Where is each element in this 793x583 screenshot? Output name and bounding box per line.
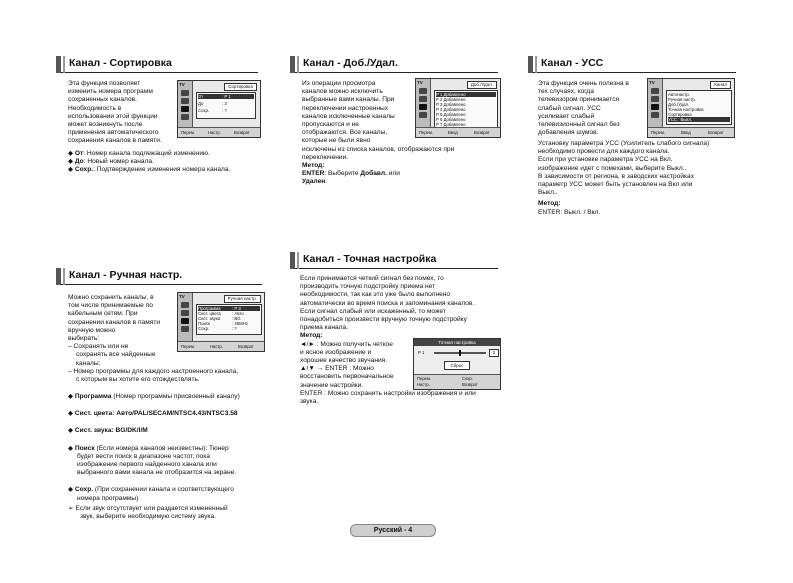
tv-sidebar bbox=[648, 79, 663, 127]
tv-row: P 1 Добавлено bbox=[436, 92, 496, 97]
tv-menu-box bbox=[196, 92, 256, 119]
tv-menu-title: Доб./Удал. bbox=[467, 81, 497, 89]
tv-screen-ycc bbox=[647, 78, 735, 138]
tv-sidebar bbox=[178, 293, 193, 341]
section-title: Канал - Доб./Удал. bbox=[303, 57, 398, 69]
tv-row: УСС : Выкл. bbox=[668, 117, 730, 122]
tv-menu-title: Сортировка bbox=[224, 83, 257, 91]
bullet-item: ◆ Сист. звука: BG/DK/I/M bbox=[68, 427, 148, 435]
header-bar-thin bbox=[535, 56, 537, 73]
tv-screen-manual bbox=[177, 292, 265, 352]
tv-footer: Перем. Настр. Возврат bbox=[178, 127, 260, 137]
tv-menu-box bbox=[666, 90, 732, 125]
intro-text: Можно сохранить каналы, в том числе принимаемые по кабельным сетям. При сохранении каналов в памяти вручную можно выбирать: – Сохранять или не сохранять все найденные каналы; – Номер программы для каждого настроенного канала, с которым вы хотите его отождествлять. bbox=[68, 294, 239, 384]
bullet-item: ◆ От: Номер канала подлежащий изменению. bbox=[68, 150, 210, 157]
tv-label: TV bbox=[179, 82, 185, 87]
tv-row: P 5 Добавлено bbox=[436, 112, 466, 117]
channel-icon bbox=[419, 104, 427, 110]
bullet-item: ◆ Программа (Номер программы присвоенный каналу) bbox=[68, 393, 240, 400]
section-ycc bbox=[528, 56, 738, 236]
sound-icon bbox=[419, 96, 427, 102]
tv-menu-box bbox=[196, 304, 262, 335]
channel-icon bbox=[181, 106, 189, 112]
tv-screen-add-delete bbox=[415, 78, 501, 138]
picture-icon bbox=[651, 88, 659, 94]
tv-sidebar bbox=[416, 79, 431, 127]
section-title: Канал - УСС bbox=[541, 57, 604, 69]
header-bar bbox=[528, 56, 533, 73]
tv-label: TV bbox=[417, 80, 423, 85]
header-bar-thin bbox=[63, 56, 65, 73]
tv-row: Сохр. : ? bbox=[198, 326, 237, 331]
bullet-item: ◆ Сохр.: Подтверждение изменения номера канала. bbox=[68, 166, 231, 174]
bullet-item: ◆ До: Новый номер канала. bbox=[68, 158, 154, 166]
channel-icon bbox=[651, 104, 659, 110]
tv-row: Сист. цвета : Авто bbox=[198, 311, 244, 316]
tv-label: TV bbox=[649, 80, 655, 85]
sound-icon bbox=[181, 310, 189, 316]
header-bar bbox=[56, 56, 61, 73]
section-manual bbox=[56, 268, 266, 521]
header-bar-thin bbox=[63, 268, 65, 285]
tv-row: P 2 Добавлено bbox=[436, 97, 466, 102]
setup-icon bbox=[181, 326, 189, 332]
tv-label: TV bbox=[179, 294, 185, 299]
intro-text: Эта функция позволяет изменить номера программ сохраненных каналов. Необходимость в использовании этой функции может возникнуть после применения автоматического сохранения каналов в памяти. bbox=[68, 80, 162, 145]
tv-row: P 4 Добавлено bbox=[436, 107, 466, 112]
setup-icon bbox=[181, 114, 189, 120]
section-header bbox=[290, 56, 498, 73]
header-bar-thin bbox=[297, 252, 299, 269]
setup-icon bbox=[651, 112, 659, 118]
picture-icon bbox=[419, 88, 427, 94]
tv-row: Сортировка bbox=[668, 112, 692, 117]
tv-menu-box bbox=[434, 90, 498, 128]
note-arrow-icon: ➢ bbox=[68, 504, 74, 512]
header-bar bbox=[290, 56, 295, 73]
tv-row: Сохр. : ? bbox=[198, 108, 227, 113]
tv-row: P 6 Добавлено bbox=[436, 117, 466, 122]
channel-label: P 1 bbox=[418, 350, 425, 355]
section-add-delete bbox=[290, 56, 500, 196]
intro-text: Эта функция очень полезна в тех случаях, когда телевизором принимается слабый сигнал. УСС усиливает слабый телевизионный сигнал без добавления шумов. bbox=[538, 80, 629, 137]
bullet-item: ◆ Сохр. (При сохранении канала и соответствующего bbox=[68, 486, 234, 494]
tv-row: P 7 Добавлено bbox=[436, 122, 466, 127]
setup-icon bbox=[419, 112, 427, 118]
section-sort bbox=[56, 56, 260, 186]
section-fine-tune bbox=[290, 252, 502, 422]
tv-row: Точная настройка bbox=[668, 107, 704, 112]
tv-sidebar bbox=[178, 81, 193, 127]
tv-row: Поиск : 45MHz bbox=[198, 321, 248, 326]
header-bar bbox=[56, 268, 61, 285]
fine-tune-value: 0 bbox=[489, 349, 499, 357]
section-title: Канал - Точная настройка bbox=[303, 253, 437, 265]
section-header bbox=[528, 56, 736, 73]
channel-icon bbox=[181, 318, 189, 324]
section-title: Канал - Сортировка bbox=[69, 57, 172, 69]
tv-row: Ручная настр. bbox=[668, 97, 696, 102]
section-header bbox=[290, 252, 498, 269]
method-label: Метод bbox=[300, 332, 321, 340]
bullet-item: ◆ Поиск (Если номера каналов неизвестны): Тюнер bbox=[68, 444, 229, 452]
intro-text: Если принимается четкий сигнал без помех, то производить точную подстройку приема нет необходимости, так как это уже было выполнено автоматически во время поиска и запоминания каналов. Если сигнал слабый или искаженный, то может понадобиться произвести вручную точную подстройку приема канала. Метод: ◄/► : Можно получить четкое и ясное изображение и хорошее качество звучания. ▲/▼ → ENTER : Можно восстановить первоначальное значение настройки. ENTER : Можно сохранить настройки изображения и или звука. bbox=[300, 275, 476, 406]
header-bar bbox=[290, 252, 295, 269]
section-header bbox=[56, 268, 262, 285]
intro-text: Из операции просмотра каналов можно исключить выбранные вами каналы. При переключении настроенных каналов исключенные каналы пропускаются и не отображаются. Все каналы, которые не были явно исключены из списка каналов, отображаются при переключении. Метод: ENTER: Выберите Добавл. или Удален. bbox=[302, 80, 455, 186]
tv-menu-title: Ручная настр. bbox=[224, 295, 261, 303]
sound-icon bbox=[651, 96, 659, 102]
tv-menu-title: Точная настройка bbox=[414, 339, 500, 346]
reset-button[interactable]: Сброс bbox=[444, 361, 470, 370]
tv-row: До : 3 bbox=[198, 101, 227, 106]
tv-row: Автонастр. bbox=[668, 92, 690, 97]
tv-footer: Перем. Ввод Возврат bbox=[416, 127, 500, 137]
method-label: Метод bbox=[538, 200, 559, 208]
picture-icon bbox=[181, 90, 189, 96]
tv-row: Сист. звука : BG bbox=[198, 316, 241, 321]
section-title: Канал - Ручная настр. bbox=[69, 269, 183, 281]
tv-footer: Перем. Настр. Сохр. Возврат bbox=[414, 374, 500, 389]
tv-row: От : P 1 bbox=[198, 94, 254, 99]
note: ➢ Если звук отсутствует или раздается измененный звук, выберите необходимую систему звука. bbox=[68, 504, 228, 521]
slider-thumb[interactable] bbox=[459, 350, 461, 356]
sound-icon bbox=[181, 98, 189, 104]
tv-screen-sort bbox=[177, 80, 261, 138]
tv-footer: Перем. Настр. Возврат bbox=[178, 341, 264, 351]
tv-footer: Перем. Ввод Возврат bbox=[648, 127, 734, 137]
page-language-badge: Русский - 4 bbox=[350, 524, 436, 537]
method-label: Метод bbox=[302, 162, 323, 170]
header-bar-thin bbox=[297, 56, 299, 73]
tv-row: Программа : P 3 bbox=[198, 306, 260, 311]
bullet-list bbox=[68, 150, 230, 175]
tv-screen-fine-tune bbox=[413, 338, 501, 390]
tv-menu-title: Канал bbox=[710, 81, 731, 89]
picture-icon bbox=[181, 302, 189, 308]
tv-row: Доб./Удал. bbox=[668, 102, 690, 107]
body-text: Установку параметра УСС (Усилитель слабого сигнала) необходимо провести для каждого канала. Если при установке параметра УСС на Вкл. изображение идет с помехами, выберите Выкл.. В зависимости от региона, в заводских настройках параметр УСС может быть установлен на Вкл или Выкл.. Метод: ENTER: Выкл. / Вкл. bbox=[538, 140, 710, 216]
tv-row: P 3 Добавлено bbox=[436, 102, 466, 107]
bullet-list: ◆ Программа (Номер программы присвоенный каналу) ◆ Сист. цвета: Авто/PAL/SECAM/NTSC4.43/NTSC3.58 ◆ Сист. звука: BG/DK/I/M ◆ Поиск (Если номера каналов неизвестны): Тюнер будет вести поиск в диапазоне частот, пока изображение первого найденного канала или выбранного вами канала не отобразится на экране. ◆ Сохр. (При сохранении канала и соответствующего номера программы) ➢ Если звук отсутствует или раздается измененный звук, выберите необходимую систему звука. bbox=[68, 393, 240, 521]
section-header bbox=[56, 56, 258, 73]
bullet-item: ◆ Сист. цвета: Авто/PAL/SECAM/NTSC4.43/NTSC3.58 bbox=[68, 410, 238, 418]
